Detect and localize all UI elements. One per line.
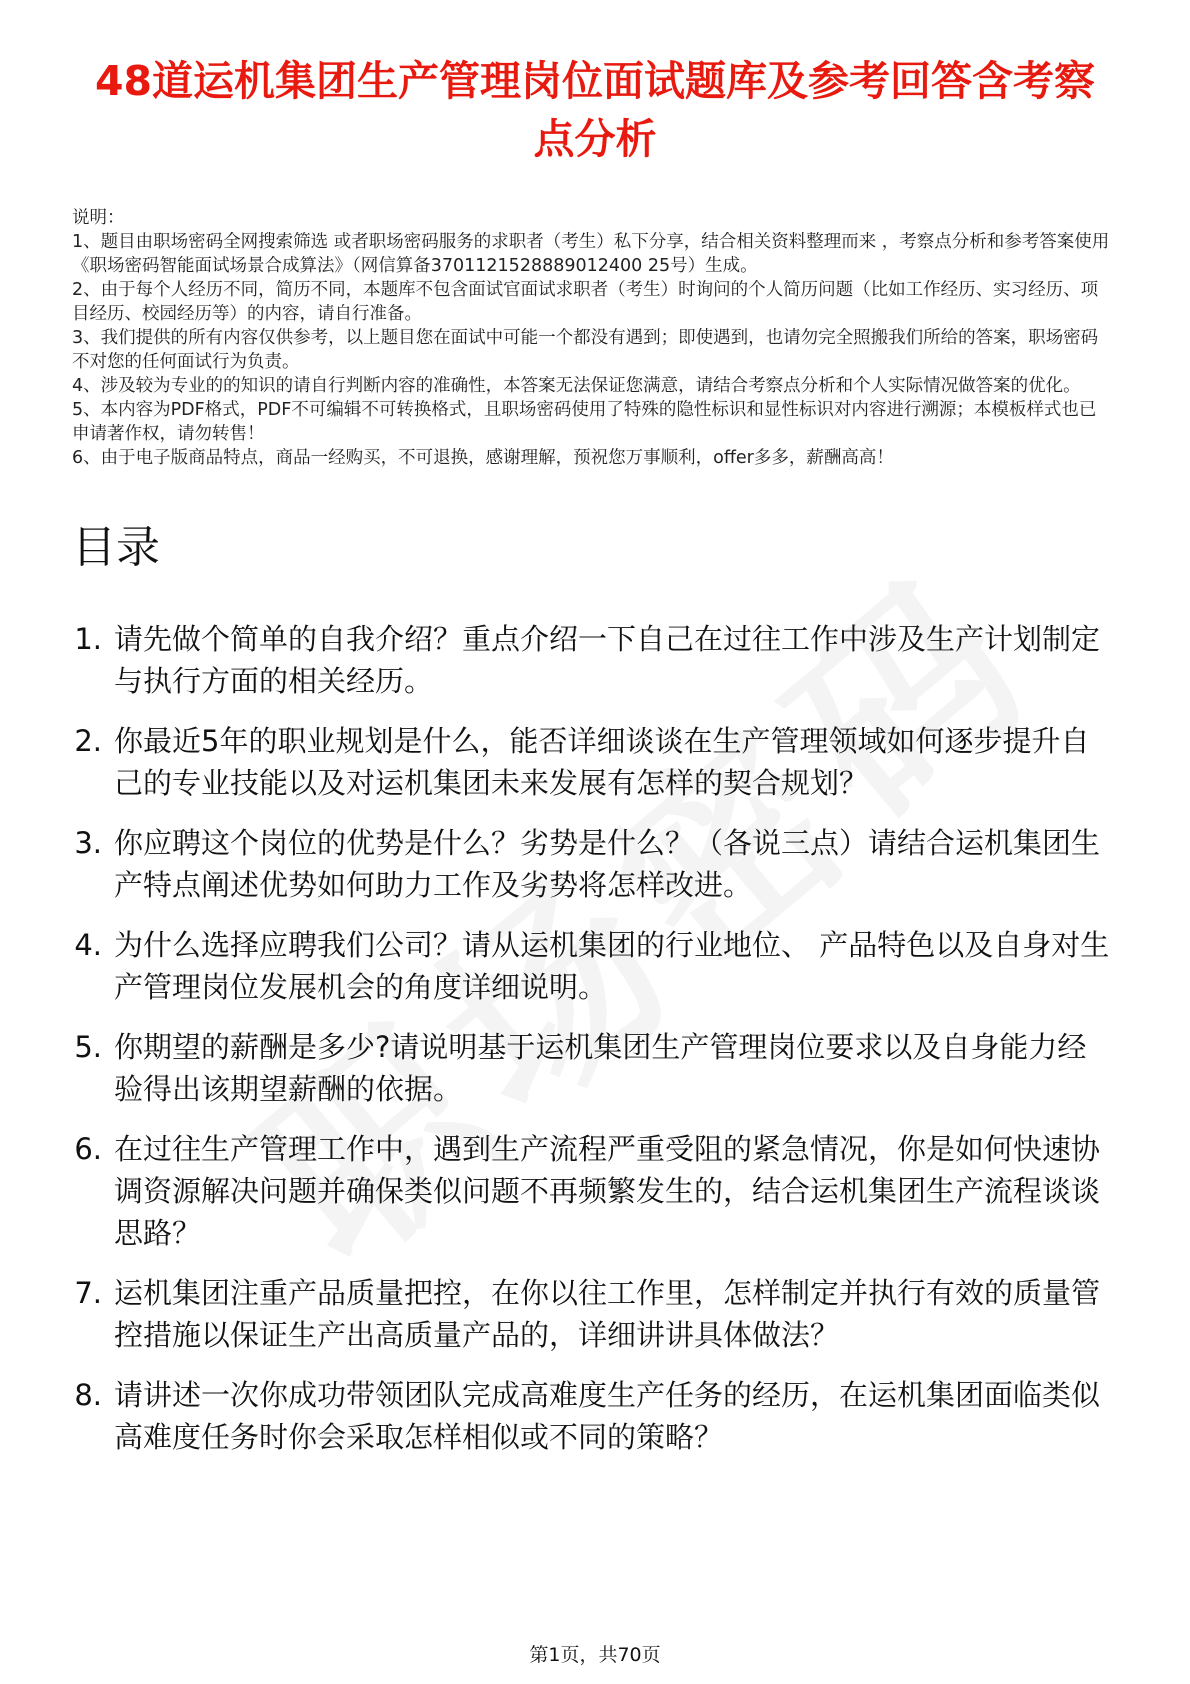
toc-item-text: 请先做个简单的自我介绍？重点介绍一下自己在过往工作中涉及生产计划制定与执行方面的相关经历。 <box>114 622 1101 698</box>
toc-item-text: 运机集团注重产品质量把控，在你以往工作里，怎样制定并执行有效的质量管控措施以保证生产出高质量产品的，详细讲讲具体做法？ <box>114 1276 1101 1352</box>
note-item: 1、题目由职场密码全网搜索筛选 或者职场密码服务的求职者（考生）私下分享，结合相关资料整理而来 ，考察点分析和参考答案使用《职场密码智能面试场景合成算法》（网信算备3701121528889012400 25号）生成。 <box>72 232 1110 276</box>
toc-item-number: 8. <box>74 1378 102 1412</box>
toc-item[interactable] <box>74 822 1112 906</box>
toc-item-number: 7. <box>74 1276 102 1310</box>
toc-item-number: 5. <box>74 1030 102 1064</box>
notes-section <box>72 206 1112 470</box>
document-title: 48道运机集团生产管理岗位面试题库及参考回答含考察点分析 <box>94 57 1096 163</box>
toc-item[interactable] <box>74 1374 1112 1458</box>
notes-heading: 说明： <box>72 208 125 228</box>
toc-item[interactable] <box>74 924 1112 1008</box>
toc-item-number: 4. <box>74 928 102 962</box>
toc-item-text: 在过往生产管理工作中，遇到生产流程严重受阻的紧急情况，你是如何快速协调资源解决问题并确保类似问题不再频繁发生的，结合运机集团生产流程谈谈思路？ <box>114 1132 1101 1250</box>
note-item: 4、涉及较为专业的的知识的请自行判断内容的准确性，本答案无法保证您满意，请结合考察点分析和个人实际情况做答案的优化。 <box>72 376 1081 396</box>
toc-item-text: 你期望的薪酬是多少?请说明基于运机集团生产管理岗位要求以及自身能力经验得出该期望薪酬的依据。 <box>114 1030 1087 1106</box>
toc-item[interactable] <box>74 720 1112 804</box>
note-item: 2、由于每个人经历不同，简历不同，本题库不包含面试官面试求职者（考生）时询问的个人简历问题（比如工作经历、实习经历、项目经历、校园经历等）的内容，请自行准备。 <box>72 280 1099 324</box>
toc-item-number: 6. <box>74 1132 102 1166</box>
note-item: 6、由于电子版商品特点，商品一经购买，不可退换，感谢理解，预祝您万事顺利，offer多多，薪酬高高！ <box>72 448 894 468</box>
toc-item[interactable] <box>74 1026 1112 1110</box>
toc-item-number: 2. <box>74 724 102 758</box>
page-footer: 第1页，共70页 <box>529 1644 661 1666</box>
toc-item-text: 你最近5年的职业规划是什么，能否详细谈谈在生产管理领域如何逐步提升自己的专业技能以及对运机集团未来发展有怎样的契合规划？ <box>114 724 1090 800</box>
toc-list <box>74 618 1112 1458</box>
toc-item-number: 3. <box>74 826 102 860</box>
note-item: 3、我们提供的所有内容仅供参考，以上题目您在面试中可能一个都没有遇到；即使遇到，也请勿完全照搬我们所给的答案，职场密码不对您的任何面试行为负责。 <box>72 328 1099 372</box>
toc-item[interactable] <box>74 618 1112 702</box>
note-item: 5、本内容为PDF格式，PDF不可编辑不可转换格式，且职场密码使用了特殊的隐性标识和显性标识对内容进行溯源；本模板样式也已申请著作权，请勿转售！ <box>72 400 1097 444</box>
toc-item[interactable] <box>74 1128 1112 1254</box>
toc-item-text: 为什么选择应聘我们公司？请从运机集团的行业地位、 产品特色以及自身对生产管理岗位发展机会的角度详细说明。 <box>114 928 1110 1004</box>
toc-heading: 目录 <box>72 522 160 573</box>
toc-item[interactable] <box>74 1272 1112 1356</box>
toc-item-text: 请讲述一次你成功带领团队完成高难度生产任务的经历，在运机集团面临类似高难度任务时你会采取怎样相似或不同的策略？ <box>114 1378 1101 1454</box>
toc-item-text: 你应聘这个岗位的优势是什么？劣势是什么？（各说三点）请结合运机集团生产特点阐述优势如何助力工作及劣势将怎样改进。 <box>114 826 1101 902</box>
toc-item-number: 1. <box>74 622 102 656</box>
